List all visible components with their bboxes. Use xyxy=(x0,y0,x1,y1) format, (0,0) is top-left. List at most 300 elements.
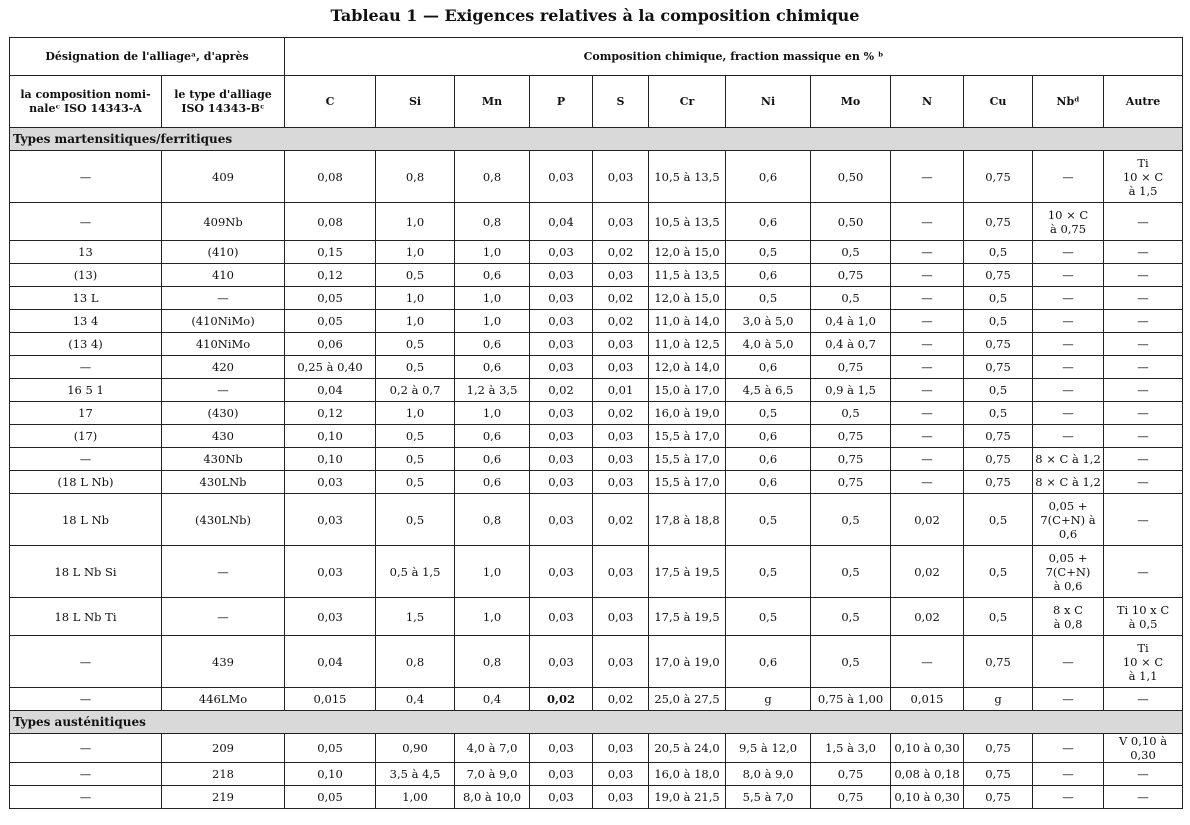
table-cell: 0,75 xyxy=(811,264,891,287)
table-cell: 7,0 à 9,0 xyxy=(455,763,530,786)
table-cell: 0,6 xyxy=(726,471,811,494)
table-cell: 16 5 1 xyxy=(10,379,162,402)
table-cell: 1,0 xyxy=(376,310,455,333)
table-cell: 0,4 xyxy=(455,688,530,711)
table-cell: 0,4 à 1,0 xyxy=(811,310,891,333)
table-cell: — xyxy=(1104,333,1183,356)
table-row xyxy=(10,264,1183,287)
table-cell: 0,03 xyxy=(593,471,649,494)
table-cell: 13 L xyxy=(10,287,162,310)
table-cell: 0,5 xyxy=(964,310,1033,333)
table-cell: 0,12 xyxy=(285,402,376,425)
table-cell: 0,8 xyxy=(455,151,530,203)
table-cell: 19,0 à 21,5 xyxy=(649,786,726,809)
table-cell: 0,03 xyxy=(593,425,649,448)
table-cell: 10 × C à 0,75 xyxy=(1033,203,1104,241)
table-cell: 0,8 xyxy=(455,636,530,688)
table-cell: 0,10 à 0,30 xyxy=(891,786,964,809)
table-row xyxy=(10,636,1183,688)
table-cell: 12,0 à 15,0 xyxy=(649,287,726,310)
table-cell: 4,5 à 6,5 xyxy=(726,379,811,402)
table-cell: 410 xyxy=(162,264,285,287)
table-cell: 0,5 xyxy=(726,598,811,636)
element-header: Nbᵈ xyxy=(1033,76,1104,128)
table-cell: 0,03 xyxy=(530,310,593,333)
table-cell: — xyxy=(1104,786,1183,809)
table-cell: — xyxy=(1104,763,1183,786)
table-cell: 0,75 xyxy=(811,356,891,379)
element-header: Autre xyxy=(1104,76,1183,128)
table-cell: 0,5 xyxy=(811,402,891,425)
table-cell: — xyxy=(10,688,162,711)
table-cell: — xyxy=(891,471,964,494)
table-cell: 0,5 xyxy=(376,471,455,494)
table-cell: — xyxy=(891,287,964,310)
table-cell: 0,8 xyxy=(455,203,530,241)
table-cell: (18 L Nb) xyxy=(10,471,162,494)
table-cell: 1,0 xyxy=(455,598,530,636)
table-cell: 0,03 xyxy=(530,494,593,546)
table-cell: 8 × C à 1,2 xyxy=(1033,471,1104,494)
table-cell: 0,5 xyxy=(964,241,1033,264)
table-cell: — xyxy=(1033,151,1104,203)
table-cell: 15,5 à 17,0 xyxy=(649,448,726,471)
table-cell: 10,5 à 13,5 xyxy=(649,151,726,203)
table-cell: 18 L Nb Ti xyxy=(10,598,162,636)
table-cell: 13 4 xyxy=(10,310,162,333)
table-cell: 0,75 xyxy=(964,448,1033,471)
table-cell: 0,5 xyxy=(726,287,811,310)
table-cell: 0,50 xyxy=(811,151,891,203)
table-cell: 0,5 xyxy=(376,333,455,356)
table-cell: — xyxy=(891,356,964,379)
table-row xyxy=(10,151,1183,203)
table-cell: 10,5 à 13,5 xyxy=(649,203,726,241)
table-cell: — xyxy=(891,425,964,448)
table-cell: 439 xyxy=(162,636,285,688)
table-cell: 0,5 xyxy=(726,402,811,425)
table-cell: — xyxy=(1033,425,1104,448)
table-cell: 1,00 xyxy=(376,786,455,809)
table-cell: 0,5 xyxy=(811,494,891,546)
table-cell: 1,5 à 3,0 xyxy=(811,734,891,763)
table-cell: 0,03 xyxy=(593,151,649,203)
table-cell: 9,5 à 12,0 xyxy=(726,734,811,763)
table-cell: 0,04 xyxy=(285,379,376,402)
table-cell: — xyxy=(1104,241,1183,264)
table-row xyxy=(10,379,1183,402)
table-cell: 15,5 à 17,0 xyxy=(649,471,726,494)
table-cell: 0,6 xyxy=(726,203,811,241)
table-cell: 3,5 à 4,5 xyxy=(376,763,455,786)
element-header: Mn xyxy=(455,76,530,128)
table-cell: 0,50 xyxy=(811,203,891,241)
table-cell: 0,4 à 0,7 xyxy=(811,333,891,356)
table-cell: 0,015 xyxy=(891,688,964,711)
col-iso-a-header: la composition nominaleᶜ ISO 14343-A xyxy=(10,76,162,128)
table-cell: 1,0 xyxy=(376,241,455,264)
table-cell: 0,5 xyxy=(964,546,1033,598)
table-cell: 0,75 xyxy=(811,763,891,786)
table-cell: 8 × C à 1,2 xyxy=(1033,448,1104,471)
table-cell: 0,015 xyxy=(285,688,376,711)
table-row xyxy=(10,598,1183,636)
table-cell: 3,0 à 5,0 xyxy=(726,310,811,333)
table-cell: 0,6 xyxy=(726,264,811,287)
table-cell: 1,0 xyxy=(455,402,530,425)
table-cell: — xyxy=(1104,310,1183,333)
table-cell: 15,0 à 17,0 xyxy=(649,379,726,402)
table-cell: — xyxy=(1033,402,1104,425)
table-cell: 0,03 xyxy=(530,448,593,471)
table-cell: 0,03 xyxy=(285,494,376,546)
table-title: Tableau 1 — Exigences relatives à la composition chimique xyxy=(330,6,860,25)
table-cell: — xyxy=(10,786,162,809)
table-cell: 8 x C à 0,8 xyxy=(1033,598,1104,636)
table-cell: — xyxy=(1104,379,1183,402)
table-row xyxy=(10,425,1183,448)
table-cell: 17,8 à 18,8 xyxy=(649,494,726,546)
table-cell: — xyxy=(162,598,285,636)
table-cell: 430Nb xyxy=(162,448,285,471)
table-cell: 0,5 xyxy=(376,448,455,471)
table-cell: — xyxy=(1033,333,1104,356)
table-cell: 0,5 xyxy=(811,598,891,636)
table-cell: — xyxy=(1104,402,1183,425)
element-header: Cr xyxy=(649,76,726,128)
element-header: S xyxy=(593,76,649,128)
table-cell: 0,6 xyxy=(455,448,530,471)
table-cell: 16,0 à 18,0 xyxy=(649,763,726,786)
table-cell: — xyxy=(10,636,162,688)
table-cell: 4,0 à 5,0 xyxy=(726,333,811,356)
table-cell: — xyxy=(1104,425,1183,448)
table-cell: 430 xyxy=(162,425,285,448)
table-cell: — xyxy=(891,379,964,402)
table-cell: 0,02 xyxy=(530,688,593,711)
table-cell: 0,6 xyxy=(455,356,530,379)
table-cell: 0,6 xyxy=(726,448,811,471)
table-cell: — xyxy=(162,546,285,598)
table-cell: 0,5 xyxy=(726,546,811,598)
table-cell: (430LNb) xyxy=(162,494,285,546)
element-header: Si xyxy=(376,76,455,128)
table-cell: 0,10 xyxy=(285,448,376,471)
table-cell: — xyxy=(1104,448,1183,471)
table-cell: 0,8 xyxy=(455,494,530,546)
table-cell: 0,4 xyxy=(376,688,455,711)
table-cell: — xyxy=(10,203,162,241)
table-cell: 1,0 xyxy=(455,546,530,598)
table-cell: 0,05 xyxy=(285,287,376,310)
table-cell: — xyxy=(10,763,162,786)
table-cell: 0,75 xyxy=(964,471,1033,494)
table-cell: 11,0 à 14,0 xyxy=(649,310,726,333)
table-cell: 18 L Nb xyxy=(10,494,162,546)
table-cell: 0,12 xyxy=(285,264,376,287)
table-cell: 0,6 xyxy=(726,151,811,203)
table-cell: 0,75 xyxy=(811,471,891,494)
element-header: Ni xyxy=(726,76,811,128)
table-cell: 0,15 xyxy=(285,241,376,264)
table-cell: 0,05 xyxy=(285,734,376,763)
table-cell: (430) xyxy=(162,402,285,425)
element-header: Mo xyxy=(811,76,891,128)
section-header: Types martensitiques/ferritiques xyxy=(10,128,1183,151)
table-cell: 1,0 xyxy=(455,310,530,333)
table-cell: — xyxy=(891,241,964,264)
col-iso-b-header: le type d'alliage ISO 14343-Bᶜ xyxy=(162,76,285,128)
table-cell: 0,08 xyxy=(285,203,376,241)
table-cell: — xyxy=(1104,287,1183,310)
table-cell: — xyxy=(1104,688,1183,711)
table-cell: 8,0 à 10,0 xyxy=(455,786,530,809)
table-cell: 0,03 xyxy=(530,636,593,688)
table-cell: — xyxy=(1033,310,1104,333)
table-cell: 0,75 xyxy=(811,448,891,471)
table-cell: 0,75 xyxy=(964,425,1033,448)
table-row xyxy=(10,546,1183,598)
table-cell: 0,02 xyxy=(593,494,649,546)
table-cell: 409 xyxy=(162,151,285,203)
table-cell: 1,0 xyxy=(376,402,455,425)
table-row xyxy=(10,241,1183,264)
table-cell: 209 xyxy=(162,734,285,763)
table-cell: 0,03 xyxy=(530,786,593,809)
table-cell: — xyxy=(891,151,964,203)
table-cell: 11,0 à 12,5 xyxy=(649,333,726,356)
table-cell: 0,02 xyxy=(593,402,649,425)
table-cell: 0,6 xyxy=(726,356,811,379)
table-cell: 0,03 xyxy=(530,734,593,763)
table-cell: 0,03 xyxy=(530,763,593,786)
table-cell: 409Nb xyxy=(162,203,285,241)
table-cell: — xyxy=(891,402,964,425)
element-header: N xyxy=(891,76,964,128)
table-cell: V 0,10 à 0,30 xyxy=(1104,734,1183,763)
table-cell: — xyxy=(1033,287,1104,310)
table-cell: 0,03 xyxy=(593,763,649,786)
table-cell: 0,03 xyxy=(530,402,593,425)
table-cell: 0,02 xyxy=(593,310,649,333)
table-cell: 0,06 xyxy=(285,333,376,356)
table-row xyxy=(10,333,1183,356)
table-cell: 0,75 xyxy=(964,786,1033,809)
designation-header: Désignation de l'alliageᵃ, d'après xyxy=(10,38,285,76)
table-cell: — xyxy=(1104,546,1183,598)
element-header: P xyxy=(530,76,593,128)
table-cell: 0,75 xyxy=(964,333,1033,356)
table-cell: 0,6 xyxy=(455,264,530,287)
table-cell: (410NiMo) xyxy=(162,310,285,333)
element-header: Cu xyxy=(964,76,1033,128)
table-cell: 8,0 à 9,0 xyxy=(726,763,811,786)
table-cell: 0,6 xyxy=(455,425,530,448)
table-cell: 0,75 xyxy=(811,786,891,809)
table-row xyxy=(10,494,1183,546)
composition-table xyxy=(9,37,1183,809)
table-cell: 0,75 xyxy=(964,763,1033,786)
table-cell: 0,03 xyxy=(530,287,593,310)
table-cell: — xyxy=(1033,356,1104,379)
table-row xyxy=(10,402,1183,425)
table-cell: 410NiMo xyxy=(162,333,285,356)
table-cell: 12,0 à 14,0 xyxy=(649,356,726,379)
table-cell: 0,03 xyxy=(530,241,593,264)
table-cell: 0,01 xyxy=(593,379,649,402)
table-cell: — xyxy=(1033,734,1104,763)
table-cell: 0,5 xyxy=(811,636,891,688)
table-cell: (17) xyxy=(10,425,162,448)
table-row xyxy=(10,356,1183,379)
table-cell: 0,5 xyxy=(376,494,455,546)
table-cell: — xyxy=(1104,264,1183,287)
table-cell: 446LMo xyxy=(162,688,285,711)
table-cell: 15,5 à 17,0 xyxy=(649,425,726,448)
table-cell: 12,0 à 15,0 xyxy=(649,241,726,264)
table-cell: — xyxy=(1033,763,1104,786)
table-cell: 0,10 à 0,30 xyxy=(891,734,964,763)
table-cell: — xyxy=(1033,688,1104,711)
table-cell: 0,03 xyxy=(593,598,649,636)
table-cell: Ti 10 × C à 1,5 xyxy=(1104,151,1183,203)
table-cell: 0,04 xyxy=(530,203,593,241)
table-cell: 0,05 + 7(C+N) à 0,6 xyxy=(1033,494,1104,546)
table-cell: 0,5 xyxy=(811,287,891,310)
table-cell: 0,02 xyxy=(593,287,649,310)
table-cell: 0,03 xyxy=(285,546,376,598)
table-cell: — xyxy=(891,636,964,688)
table-cell: 219 xyxy=(162,786,285,809)
table-cell: 0,75 xyxy=(964,356,1033,379)
element-header: C xyxy=(285,76,376,128)
table-cell: 18 L Nb Si xyxy=(10,546,162,598)
table-cell: 0,05 xyxy=(285,786,376,809)
table-cell: 0,10 xyxy=(285,425,376,448)
table-cell: 4,0 à 7,0 xyxy=(455,734,530,763)
table-cell: 1,0 xyxy=(455,241,530,264)
table-cell: 0,10 xyxy=(285,763,376,786)
table-cell: 0,2 à 0,7 xyxy=(376,379,455,402)
table-cell: — xyxy=(162,379,285,402)
table-cell: 0,02 xyxy=(530,379,593,402)
table-cell: (13) xyxy=(10,264,162,287)
table-cell: 0,03 xyxy=(530,264,593,287)
table-cell: 17 xyxy=(10,402,162,425)
table-row xyxy=(10,734,1183,763)
table-cell: 1,0 xyxy=(376,203,455,241)
table-cell: 0,03 xyxy=(285,471,376,494)
table-cell: 0,8 xyxy=(376,151,455,203)
table-cell: 0,5 à 1,5 xyxy=(376,546,455,598)
table-row xyxy=(10,448,1183,471)
table-row xyxy=(10,203,1183,241)
table-cell: 1,0 xyxy=(455,287,530,310)
composition-header: Composition chimique, fraction massique en % ᵇ xyxy=(285,38,1183,76)
table-cell: — xyxy=(1104,203,1183,241)
table-cell: 11,5 à 13,5 xyxy=(649,264,726,287)
section-header: Types austénitiques xyxy=(10,711,1183,734)
table-cell: 0,6 xyxy=(455,333,530,356)
table-cell: 17,5 à 19,5 xyxy=(649,546,726,598)
table-cell: 0,5 xyxy=(376,356,455,379)
table-cell: — xyxy=(10,356,162,379)
table-cell: 0,75 xyxy=(964,734,1033,763)
table-cell: 0,03 xyxy=(593,264,649,287)
table-cell: 0,03 xyxy=(530,425,593,448)
table-cell: — xyxy=(891,264,964,287)
table-cell: — xyxy=(1033,264,1104,287)
table-cell: 0,75 xyxy=(964,203,1033,241)
table-row xyxy=(10,287,1183,310)
table-cell: 0,03 xyxy=(593,333,649,356)
table-cell: 0,02 xyxy=(593,241,649,264)
table-cell: (13 4) xyxy=(10,333,162,356)
table-cell: 0,03 xyxy=(593,448,649,471)
table-cell: 0,03 xyxy=(530,471,593,494)
table-cell: 0,25 à 0,40 xyxy=(285,356,376,379)
table-cell: 0,02 xyxy=(891,494,964,546)
table-row xyxy=(10,310,1183,333)
table-cell: — xyxy=(1033,786,1104,809)
table-cell: 0,5 xyxy=(376,264,455,287)
table-cell: 16,0 à 19,0 xyxy=(649,402,726,425)
table-cell: 20,5 à 24,0 xyxy=(649,734,726,763)
table-cell: 0,03 xyxy=(593,786,649,809)
table-cell: — xyxy=(1104,356,1183,379)
table-cell: 0,03 xyxy=(530,151,593,203)
table-cell: 1,0 xyxy=(376,287,455,310)
table-cell: (410) xyxy=(162,241,285,264)
table-cell: — xyxy=(10,734,162,763)
table-cell: — xyxy=(162,287,285,310)
table-cell: 0,75 xyxy=(964,151,1033,203)
table-cell: 218 xyxy=(162,763,285,786)
table-cell: 25,0 à 27,5 xyxy=(649,688,726,711)
table-cell: — xyxy=(10,448,162,471)
table-cell: 17,0 à 19,0 xyxy=(649,636,726,688)
table-cell: — xyxy=(1033,636,1104,688)
table-cell: 0,05 + 7(C+N) à 0,6 xyxy=(1033,546,1104,598)
table-cell: — xyxy=(1033,379,1104,402)
table-cell: 0,5 xyxy=(964,402,1033,425)
table-cell: 0,03 xyxy=(593,356,649,379)
table-cell: 0,6 xyxy=(726,425,811,448)
table-cell: 0,08 à 0,18 xyxy=(891,763,964,786)
table-cell: — xyxy=(891,310,964,333)
table-cell: — xyxy=(1033,241,1104,264)
table-cell: 0,5 xyxy=(964,287,1033,310)
table-cell: 0,02 xyxy=(891,598,964,636)
table-cell: 0,03 xyxy=(593,734,649,763)
table-cell: 0,03 xyxy=(530,546,593,598)
table-cell: 0,03 xyxy=(593,546,649,598)
table-cell: — xyxy=(1104,471,1183,494)
table-cell: 1,5 xyxy=(376,598,455,636)
table-cell: — xyxy=(10,151,162,203)
table-cell: 0,5 xyxy=(726,241,811,264)
table-cell: 0,03 xyxy=(593,636,649,688)
table-cell: 0,5 xyxy=(726,494,811,546)
table-cell: 0,5 xyxy=(376,425,455,448)
table-cell: Ti 10 × C à 1,1 xyxy=(1104,636,1183,688)
table-cell: 0,9 à 1,5 xyxy=(811,379,891,402)
table-cell: 0,90 xyxy=(376,734,455,763)
table-cell: 0,5 xyxy=(964,379,1033,402)
table-cell: 0,8 xyxy=(376,636,455,688)
table-cell: 0,03 xyxy=(530,598,593,636)
table-row xyxy=(10,786,1183,809)
